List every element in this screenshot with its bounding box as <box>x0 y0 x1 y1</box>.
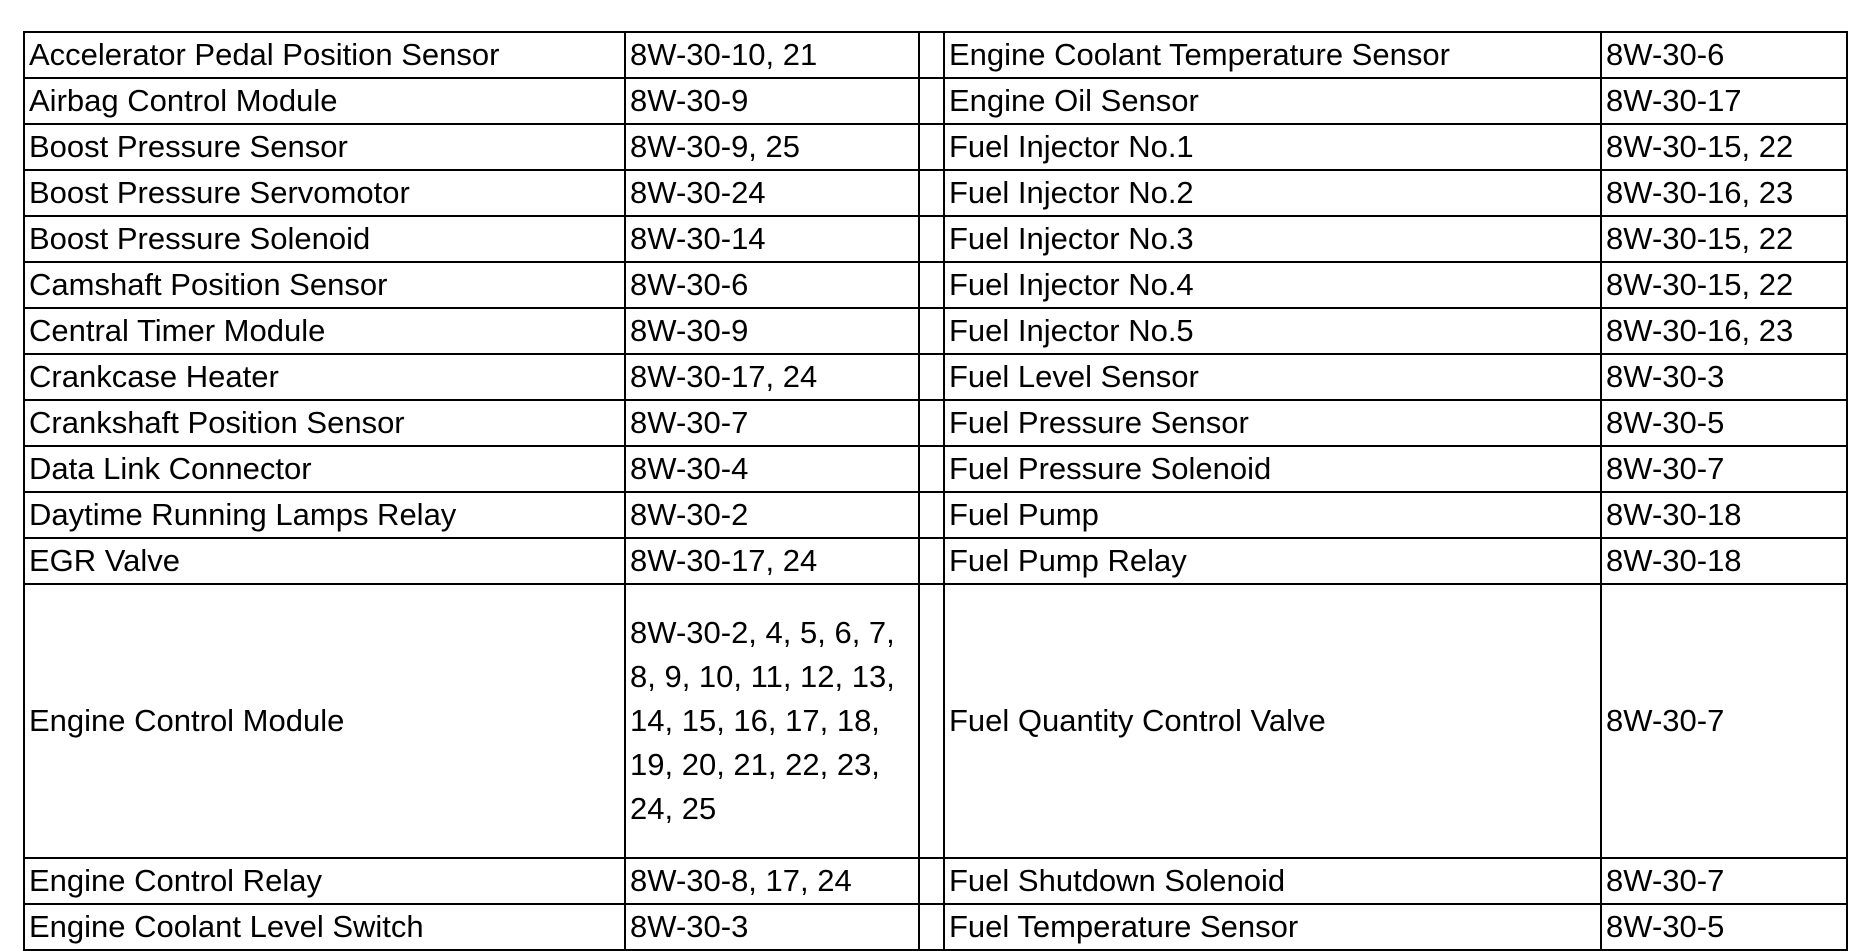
page-reference-cell: 8W-30-15, 22 <box>1601 262 1847 308</box>
table-row <box>24 262 1847 308</box>
table-row <box>24 124 1847 170</box>
table-row <box>24 904 1847 950</box>
page-reference-cell: 8W-30-17, 24 <box>625 538 919 584</box>
page-reference-cell: 8W-30-9 <box>625 78 919 124</box>
component-name-cell: Airbag Control Module <box>24 78 625 124</box>
page-reference-cell: 8W-30-16, 23 <box>1601 170 1847 216</box>
column-gap-cell <box>919 354 944 400</box>
component-name-cell: Boost Pressure Sensor <box>24 124 625 170</box>
component-name-cell: Crankshaft Position Sensor <box>24 400 625 446</box>
component-name-cell: Fuel Injector No.2 <box>944 170 1601 216</box>
table-row <box>24 78 1847 124</box>
component-name-cell: Fuel Pressure Solenoid <box>944 446 1601 492</box>
page-reference-cell: 8W-30-9, 25 <box>625 124 919 170</box>
component-name-cell: Central Timer Module <box>24 308 625 354</box>
page-reference-cell: 8W-30-7 <box>1601 584 1847 858</box>
page-reference-cell: 8W-30-18 <box>1601 492 1847 538</box>
column-gap-cell <box>919 124 944 170</box>
component-name-cell: Boost Pressure Solenoid <box>24 216 625 262</box>
page-reference-cell: 8W-30-17 <box>1601 78 1847 124</box>
page-reference-cell: 8W-30-15, 22 <box>1601 216 1847 262</box>
component-name-cell: Daytime Running Lamps Relay <box>24 492 625 538</box>
column-gap-cell <box>919 904 944 950</box>
component-name-cell: EGR Valve <box>24 538 625 584</box>
component-name-cell: Fuel Pump Relay <box>944 538 1601 584</box>
page-reference-cell: 8W-30-8, 17, 24 <box>625 858 919 904</box>
table-row <box>24 170 1847 216</box>
page-reference-cell: 8W-30-7 <box>1601 858 1847 904</box>
table-row <box>24 32 1847 78</box>
page-reference-cell: 8W-30-2 <box>625 492 919 538</box>
page-reference-cell: 8W-30-6 <box>1601 32 1847 78</box>
page-reference-cell: 8W-30-4 <box>625 446 919 492</box>
column-gap-cell <box>919 170 944 216</box>
column-gap-cell <box>919 262 944 308</box>
page-reference-cell: 8W-30-10, 21 <box>625 32 919 78</box>
component-name-cell: Fuel Pump <box>944 492 1601 538</box>
component-name-cell: Fuel Pressure Sensor <box>944 400 1601 446</box>
column-gap-cell <box>919 308 944 354</box>
page-reference-cell: 8W-30-7 <box>625 400 919 446</box>
component-name-cell: Crankcase Heater <box>24 354 625 400</box>
table-row <box>24 492 1847 538</box>
page-reference-cell: 8W-30-2, 4, 5, 6, 7, 8, 9, 10, 11, 12, 13, 14, 15, 16, 17, 18, 19, 20, 21, 22, 23, 24, 25 <box>625 584 919 858</box>
page-reference-cell: 8W-30-17, 24 <box>625 354 919 400</box>
column-gap-cell <box>919 584 944 858</box>
table-row <box>24 400 1847 446</box>
column-gap-cell <box>919 492 944 538</box>
table-row <box>24 858 1847 904</box>
page-reference-cell: 8W-30-5 <box>1601 400 1847 446</box>
component-name-cell: Fuel Level Sensor <box>944 354 1601 400</box>
table-row <box>24 308 1847 354</box>
page-reference-cell: 8W-30-24 <box>625 170 919 216</box>
table-row <box>24 216 1847 262</box>
page-reference-cell: 8W-30-9 <box>625 308 919 354</box>
component-name-cell: Engine Oil Sensor <box>944 78 1601 124</box>
component-name-cell: Engine Coolant Level Switch <box>24 904 625 950</box>
page-reference-cell: 8W-30-6 <box>625 262 919 308</box>
component-name-cell: Engine Control Module <box>24 584 625 858</box>
column-gap-cell <box>919 538 944 584</box>
component-index-table <box>23 31 1848 951</box>
column-gap-cell <box>919 858 944 904</box>
component-name-cell: Fuel Temperature Sensor <box>944 904 1601 950</box>
component-name-cell: Boost Pressure Servomotor <box>24 170 625 216</box>
component-name-cell: Data Link Connector <box>24 446 625 492</box>
component-name-cell: Fuel Injector No.5 <box>944 308 1601 354</box>
component-name-cell: Accelerator Pedal Position Sensor <box>24 32 625 78</box>
column-gap-cell <box>919 78 944 124</box>
page-reference-cell: 8W-30-7 <box>1601 446 1847 492</box>
table-row <box>24 538 1847 584</box>
page-reference-cell: 8W-30-5 <box>1601 904 1847 950</box>
component-name-cell: Fuel Quantity Control Valve <box>944 584 1601 858</box>
component-name-cell: Fuel Injector No.4 <box>944 262 1601 308</box>
component-name-cell: Fuel Injector No.3 <box>944 216 1601 262</box>
component-name-cell: Engine Control Relay <box>24 858 625 904</box>
table-row <box>24 446 1847 492</box>
page-reference-cell: 8W-30-3 <box>1601 354 1847 400</box>
page-reference-cell: 8W-30-14 <box>625 216 919 262</box>
page-reference-cell: 8W-30-18 <box>1601 538 1847 584</box>
column-gap-cell <box>919 216 944 262</box>
component-name-cell: Engine Coolant Temperature Sensor <box>944 32 1601 78</box>
page-reference-cell: 8W-30-16, 23 <box>1601 308 1847 354</box>
component-name-cell: Fuel Injector No.1 <box>944 124 1601 170</box>
component-name-cell: Camshaft Position Sensor <box>24 262 625 308</box>
component-name-cell: Fuel Shutdown Solenoid <box>944 858 1601 904</box>
page-reference-cell: 8W-30-15, 22 <box>1601 124 1847 170</box>
table-row <box>24 584 1847 858</box>
column-gap-cell <box>919 400 944 446</box>
column-gap-cell <box>919 446 944 492</box>
page-reference-cell: 8W-30-3 <box>625 904 919 950</box>
table-row <box>24 354 1847 400</box>
column-gap-cell <box>919 32 944 78</box>
